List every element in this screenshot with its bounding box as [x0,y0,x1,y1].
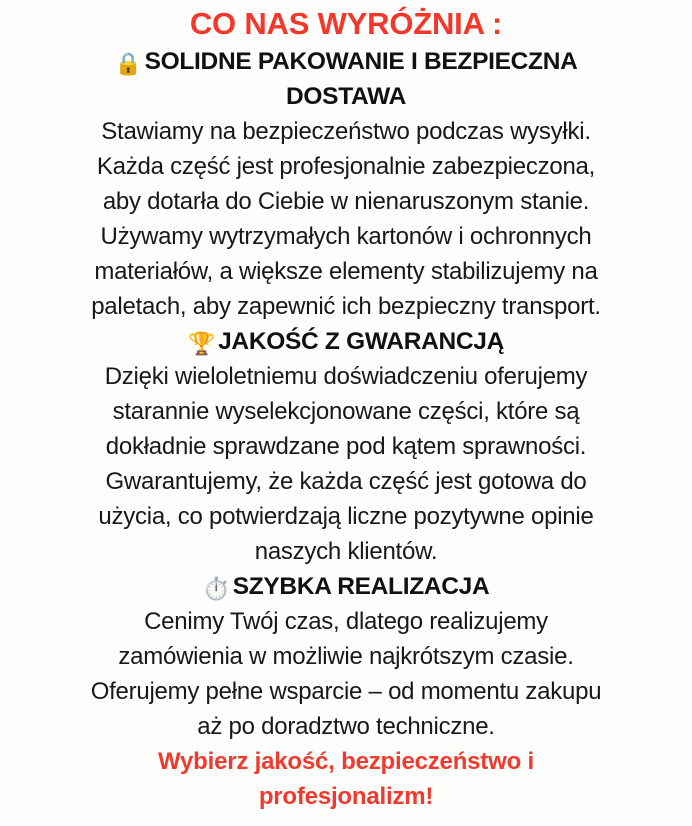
body-line: paletach, aby zapewnić ich bezpieczny transport. [91,293,601,320]
section-heading-speed-line-1: SZYBKA REALIZACJA [232,573,490,600]
body-line: starannie wyselekcjonowane części, które są [112,398,580,425]
stopwatch-icon: ⏱️ [202,576,230,601]
body-line: naszych klientów. [254,538,438,565]
section-jakosc-z-gwarancja [24,324,668,569]
section-heading-packaging-line-1: SOLIDNE PAKOWANIE I BEZPIECZNA [144,48,578,75]
page-title: CO NAS WYRÓŻNIA : [189,6,503,41]
section-heading-packaging-line-2: DOSTAWA [286,83,406,110]
section-heading-packaging [24,44,668,79]
body-line: Gwarantujemy, że każda część jest gotowa do [105,468,587,495]
body-line: Cenimy Twój czas, dlatego realizujemy [144,608,548,635]
body-line: Używamy wytrzymałych kartonów i ochronnych [100,223,592,250]
body-line: Każda część jest profesjonalnie zabezpieczona, [96,153,596,180]
closing-line: profesjonalizm! [258,783,434,810]
section-szybka-realizacja [24,569,668,744]
trophy-icon: 🏆 [188,331,216,356]
closing-call-to-action [24,744,668,814]
body-line: dokładnie sprawdzane pod kątem sprawności. [105,433,587,460]
body-line: aż po doradztwo techniczne. [197,713,495,740]
section-solidne-pakowanie [24,44,668,324]
body-line: Oferujemy pełne wsparcie – od momentu zakupu [90,678,602,705]
body-line: użycia, co potwierdzają liczne pozytywne opinie [98,503,594,530]
closing-line: Wybierz jakość, bezpieczeństwo i [158,748,534,775]
section-heading-quality-line-1: JAKOŚĆ Z GWARANCJĄ [218,328,504,355]
lock-icon: 🔒 [114,51,142,76]
body-line: aby dotarła do Ciebie w nienaruszonym stanie. [102,188,590,215]
body-line: zamówienia w możliwie najkrótszym czasie. [118,643,574,670]
body-line: Stawiamy na bezpieczeństwo podczas wysyłki. [101,118,591,145]
section-heading-quality [24,324,668,359]
section-heading-speed [24,569,668,604]
body-line: materiałów, a większe elementy stabilizujemy na [94,258,598,285]
body-line: Dzięki wieloletniemu doświadczeniu oferujemy [104,363,588,390]
